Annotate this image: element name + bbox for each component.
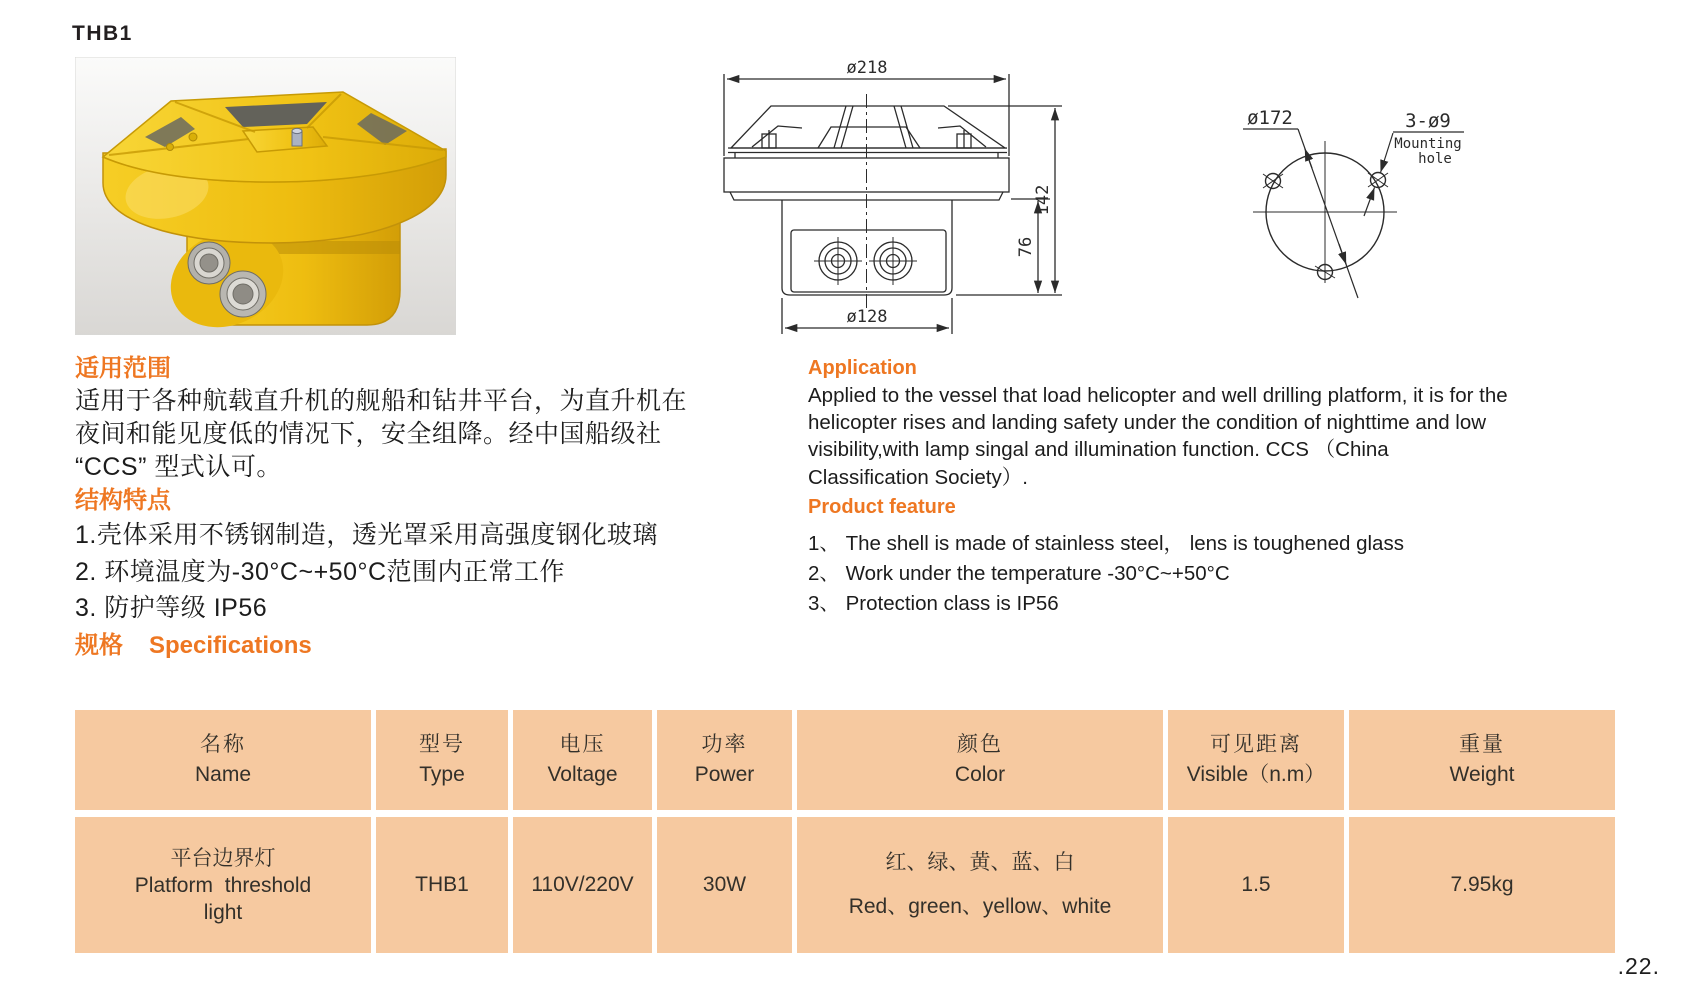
feature-cn-2: 2. 环境温度为-30°C~+50°C范围内正常工作 (75, 557, 566, 586)
gland-left (814, 237, 862, 285)
mounting-hole-label-2: hole (1418, 151, 1452, 167)
center-crosshair (1253, 141, 1397, 283)
cell-power: 30W (657, 817, 792, 953)
dim-128-label: ø128 (846, 307, 888, 327)
header-visible: 可见距离 Visible（n.m） (1168, 710, 1344, 810)
mounting-hole-label-1: Mounting (1394, 136, 1462, 152)
mounting-hole-1 (1263, 174, 1283, 189)
top-bolt (292, 128, 302, 146)
product-feature-heading: Product feature (808, 495, 956, 518)
header-color: 颜色 Color (797, 710, 1163, 810)
gland-right (869, 237, 917, 285)
holes-leader (1381, 133, 1394, 173)
product-photo (75, 57, 456, 335)
header-type: 型号 Type (376, 710, 508, 810)
cell-voltage: 110V/220V (513, 817, 652, 953)
header-name: 名称 Name (75, 710, 371, 810)
feature-en-2: 2、 Work under the temperature -30°C~+50°C (808, 561, 1230, 585)
cell-weight: 7.95kg (1349, 817, 1615, 953)
header-power: 功率 Power (657, 710, 792, 810)
cap-details (752, 106, 986, 148)
features-heading-cn: 结构特点 (75, 487, 171, 514)
front-view-drawing (650, 48, 1070, 336)
dim-holes-label: 3-ø9 (1405, 110, 1451, 132)
features-list-cn (75, 517, 765, 627)
bottom-view-drawing (1130, 80, 1470, 312)
cell-name: 平台边界灯 Platform threshold light (75, 817, 371, 953)
feature-en-1: 1、 The shell is made of stainless steel， lens is toughened glass (808, 531, 1404, 555)
product-feature-list (808, 529, 1518, 619)
dim-142-label: 142 (1033, 184, 1053, 216)
page-title: THB1 (72, 22, 133, 45)
application-text: Applied to the vessel that load helicopter and well drilling platform, it is for the helicopter rises and landing safety under the condition of nighttime and low visibility,with lamp singal and illumination function. CCS （China Classification Society）. (808, 384, 1508, 489)
feature-en-3: 3、 Protection class is IP56 (808, 591, 1059, 615)
english-column (808, 355, 1518, 619)
cell-visible: 1.5 (1168, 817, 1344, 953)
application-heading: Application (808, 357, 917, 379)
cell-color: 红、绿、黄、蓝、白 Red、green、yellow、white (797, 817, 1163, 953)
page-number: .22. (1617, 953, 1660, 979)
header-weight: 重量 Weight (1349, 710, 1615, 810)
dim-172-label: ø172 (1247, 107, 1293, 129)
header-voltage: 电压 Voltage (513, 710, 652, 810)
dim-218-label: ø218 (846, 58, 888, 78)
dim-76-label: 76 (1016, 236, 1036, 258)
dome-plate (728, 148, 1007, 158)
scope-heading-cn: 适用范围 (75, 355, 171, 382)
cell-type: THB1 (376, 817, 508, 953)
feature-cn-1: 1.壳体采用不锈钢制造，透光罩采用高强度钢化玻璃 (75, 521, 658, 549)
specifications-heading: 规格 Specifications (75, 631, 312, 659)
feature-cn-3: 3. 防护等级 IP56 (75, 594, 268, 622)
chinese-column (75, 352, 765, 663)
scope-text-cn: 适用于各种航载直升机的舰船和钻井平台，为直升机在 夜间和能见度低的情况下，安全组降。经中国船级社 “CCS” 型式认可。 (75, 387, 688, 481)
specifications-table (75, 710, 1615, 953)
